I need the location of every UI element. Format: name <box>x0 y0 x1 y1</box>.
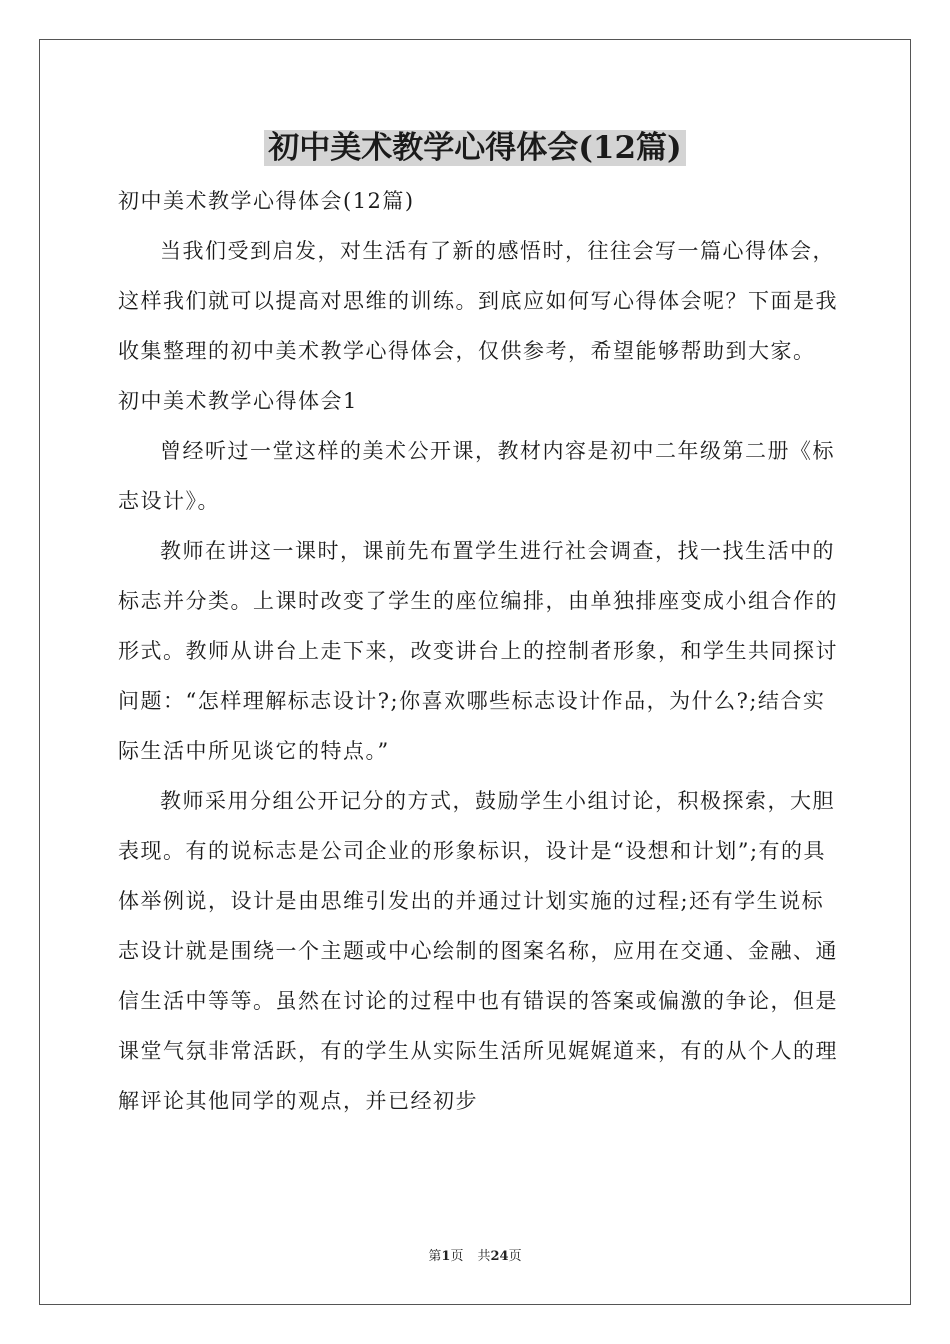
body-paragraph: 曾经听过一堂这样的美术公开课，教材内容是初中二年级第二册《标志设计》。 <box>118 439 835 513</box>
total-prefix: 共 <box>477 1249 491 1264</box>
total-suffix: 页 <box>508 1249 522 1264</box>
section-heading: 初中美术教学心得体会1 <box>118 389 358 413</box>
page-footer <box>0 1248 950 1266</box>
body-paragraph: 教师采用分组公开记分的方式，鼓励学生小组讨论，积极探索，大胆表现。有的说标志是公司企业的形象标识，设计是“设想和计划”;有的具体举例说，设计是由思维引发出的并通过计划实施的过程;还有学生说标志设计就是围绕一个主题或中心绘制的图案名称，应用在交通、金融、通信生活中等等。虽然在讨论的过程中也有错误的答案或偏激的争论，但是课堂气氛非常活跃，有的学生从实际生活所见娓娓道来，有的从个人的理解评论其他同学的观点，并已经初步 <box>118 789 838 1113</box>
total-pages: 24 <box>490 1249 509 1264</box>
body-paragraph: 当我们受到启发，对生活有了新的感悟时，往往会写一篇心得体会，这样我们就可以提高对思维的训练。到底应如何写心得体会呢？下面是我收集整理的初中美术教学心得体会，仅供参考，希望能够帮助到大家。 <box>118 239 838 363</box>
document-title-text: 初中美术教学心得体会(12篇) <box>264 130 685 166</box>
section-heading: 初中美术教学心得体会(12篇) <box>118 189 415 213</box>
document-body <box>118 176 838 1126</box>
body-paragraph: 教师在讲这一课时，课前先布置学生进行社会调查，找一找生活中的标志并分类。上课时改变了学生的座位编排，由单独排座变成小组合作的形式。教师从讲台上走下来，改变讲台上的控制者形象，和学生共同探讨问题：“怎样理解标志设计?;你喜欢哪些标志设计作品，为什么?;结合实际生活中所见谈它的特点。” <box>118 539 838 763</box>
page-prefix: 第 <box>428 1249 442 1264</box>
page-suffix: 页 <box>450 1249 464 1264</box>
page-number: 1 <box>441 1249 451 1264</box>
document-title <box>0 126 950 170</box>
